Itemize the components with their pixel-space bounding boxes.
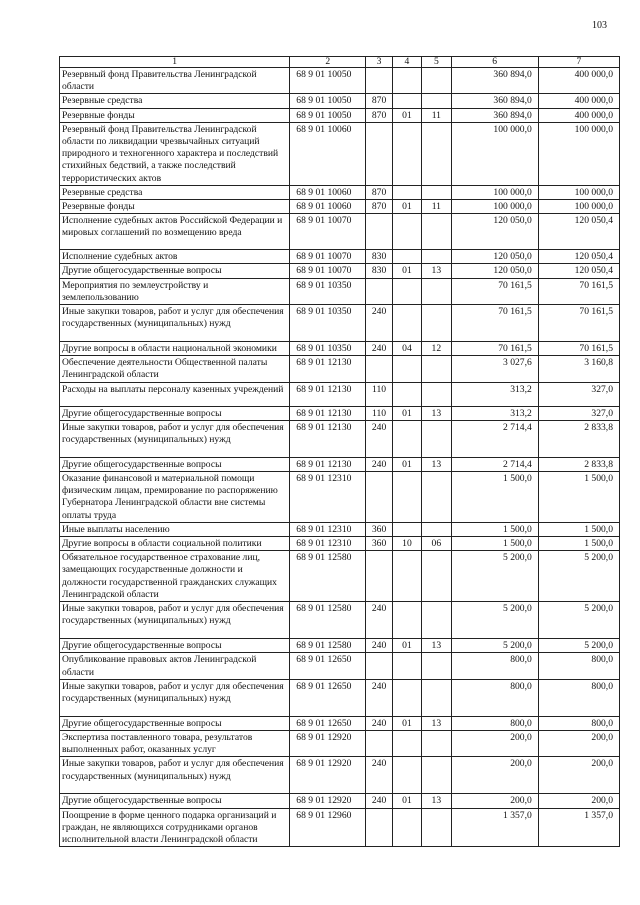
target-article-code: 68 9 01 12130: [290, 382, 366, 406]
amount-year-2: 3 160,8: [538, 356, 619, 382]
expense-type: 240: [366, 757, 392, 794]
target-article-code: 68 9 01 10050: [290, 94, 366, 108]
amount-year-2: 400 000,0: [538, 68, 619, 94]
expense-type: 870: [366, 94, 392, 108]
target-article-code: 68 9 01 12310: [290, 472, 366, 523]
table-body: [60, 68, 620, 847]
section: [392, 730, 421, 756]
row-name: Оказание финансовой и материальной помощи физическим лицам, премирование по распоряжению Губернатора Ленинградской области вне системы оплаты труда: [60, 472, 290, 523]
table-row: [60, 264, 620, 278]
amount-year-1: 120 050,0: [451, 264, 538, 278]
target-article-code: 68 9 01 10070: [290, 264, 366, 278]
table-row: [60, 122, 620, 185]
table-row: [60, 679, 620, 716]
subsection: 12: [422, 342, 451, 356]
section: [392, 757, 421, 794]
row-name: Иные закупки товаров, работ и услуг для обеспечения государственных (муниципальных) нужд: [60, 305, 290, 342]
section: 04: [392, 342, 421, 356]
amount-year-2: 5 200,0: [538, 551, 619, 602]
section: [392, 356, 421, 382]
amount-year-1: 800,0: [451, 716, 538, 730]
expense-type: 240: [366, 305, 392, 342]
section: [392, 122, 421, 185]
amount-year-1: 313,2: [451, 406, 538, 420]
row-name: Обязательное государственное страхование лиц, замещающих государственные должности и должности государственной гражданских служащих Ленинградской области: [60, 551, 290, 602]
amount-year-2: 70 161,5: [538, 305, 619, 342]
table-row: [60, 406, 620, 420]
target-article-code: 68 9 01 12920: [290, 757, 366, 794]
subsection: [422, 185, 451, 199]
subsection: [422, 808, 451, 847]
header-cell: 2: [290, 57, 366, 68]
row-name: Другие общегосударственные вопросы: [60, 457, 290, 471]
section: [392, 522, 421, 536]
subsection: [422, 356, 451, 382]
table-row: [60, 342, 620, 356]
subsection: [422, 214, 451, 250]
section: [392, 185, 421, 199]
row-name: Другие общегосударственные вопросы: [60, 406, 290, 420]
header-cell: 7: [538, 57, 619, 68]
table-row: [60, 305, 620, 342]
amount-year-1: 5 200,0: [451, 602, 538, 639]
target-article-code: 68 9 01 12650: [290, 653, 366, 679]
budget-table: [59, 56, 620, 847]
amount-year-2: 2 833,8: [538, 420, 619, 457]
amount-year-1: 1 500,0: [451, 472, 538, 523]
table-row: [60, 214, 620, 250]
subsection: 13: [422, 457, 451, 471]
row-name: Другие вопросы в области национальной экономики: [60, 342, 290, 356]
amount-year-1: 70 161,5: [451, 305, 538, 342]
section: [392, 382, 421, 406]
section: 01: [392, 457, 421, 471]
amount-year-2: 5 200,0: [538, 602, 619, 639]
target-article-code: 68 9 01 10070: [290, 214, 366, 250]
row-name: Мероприятия по землеустройству и землепользованию: [60, 278, 290, 304]
amount-year-1: 100 000,0: [451, 200, 538, 214]
amount-year-2: 800,0: [538, 679, 619, 716]
subsection: [422, 602, 451, 639]
subsection: [422, 757, 451, 794]
table-row: [60, 730, 620, 756]
amount-year-1: 70 161,5: [451, 278, 538, 304]
subsection: [422, 94, 451, 108]
row-name: Иные выплаты населению: [60, 522, 290, 536]
subsection: 13: [422, 639, 451, 653]
amount-year-1: 800,0: [451, 653, 538, 679]
table-row: [60, 537, 620, 551]
target-article-code: 68 9 01 12650: [290, 679, 366, 716]
amount-year-2: 70 161,5: [538, 278, 619, 304]
subsection: [422, 653, 451, 679]
subsection: [422, 278, 451, 304]
section: 01: [392, 716, 421, 730]
expense-type: 870: [366, 108, 392, 122]
section: [392, 653, 421, 679]
target-article-code: 68 9 01 10050: [290, 68, 366, 94]
amount-year-2: 70 161,5: [538, 342, 619, 356]
section: 01: [392, 639, 421, 653]
table-row: [60, 94, 620, 108]
target-article-code: 68 9 01 12130: [290, 356, 366, 382]
target-article-code: 68 9 01 10060: [290, 185, 366, 199]
expense-type: 360: [366, 522, 392, 536]
subsection: [422, 472, 451, 523]
amount-year-2: 200,0: [538, 730, 619, 756]
section: [392, 250, 421, 264]
table-row: [60, 250, 620, 264]
table-row: [60, 716, 620, 730]
amount-year-2: 400 000,0: [538, 94, 619, 108]
row-name: Расходы на выплаты персоналу казенных учреждений: [60, 382, 290, 406]
row-name: Другие общегосударственные вопросы: [60, 264, 290, 278]
section: [392, 68, 421, 94]
amount-year-2: 800,0: [538, 716, 619, 730]
amount-year-2: 100 000,0: [538, 185, 619, 199]
row-name: Другие общегосударственные вопросы: [60, 794, 290, 808]
amount-year-1: 360 894,0: [451, 68, 538, 94]
table-row: [60, 185, 620, 199]
target-article-code: 68 9 01 10050: [290, 108, 366, 122]
subsection: 11: [422, 200, 451, 214]
expense-type: 830: [366, 250, 392, 264]
expense-type: 110: [366, 406, 392, 420]
table-row: [60, 382, 620, 406]
row-name: Резервные фонды: [60, 200, 290, 214]
amount-year-2: 800,0: [538, 653, 619, 679]
row-name: Резервный фонд Правительства Ленинградской области: [60, 68, 290, 94]
amount-year-1: 70 161,5: [451, 342, 538, 356]
section: [392, 305, 421, 342]
subsection: [422, 382, 451, 406]
amount-year-2: 1 500,0: [538, 522, 619, 536]
table-row: [60, 808, 620, 847]
section: [392, 278, 421, 304]
amount-year-2: 120 050,4: [538, 250, 619, 264]
header-cell: 4: [392, 57, 421, 68]
page-number: 103: [592, 20, 607, 31]
row-name: Другие вопросы в области социальной политики: [60, 537, 290, 551]
row-name: Экспертиза поставленного товара, результатов выполненных работ, оказанных услуг: [60, 730, 290, 756]
table-row: [60, 356, 620, 382]
row-name: Иные закупки товаров, работ и услуг для обеспечения государственных (муниципальных) нужд: [60, 679, 290, 716]
row-name: Исполнение судебных актов Российской Федерации и мировых соглашений по возмещению вреда: [60, 214, 290, 250]
expense-type: [366, 730, 392, 756]
expense-type: [366, 278, 392, 304]
amount-year-2: 100 000,0: [538, 200, 619, 214]
target-article-code: 68 9 01 12580: [290, 551, 366, 602]
subsection: 13: [422, 794, 451, 808]
target-article-code: 68 9 01 12960: [290, 808, 366, 847]
expense-type: [366, 68, 392, 94]
subsection: [422, 305, 451, 342]
row-name: Поощрение в форме ценного подарка организаций и граждан, не являющихся сотрудниками органов исполнительной власти Ленинградской области: [60, 808, 290, 847]
target-article-code: 68 9 01 12920: [290, 730, 366, 756]
amount-year-1: 313,2: [451, 382, 538, 406]
section: 01: [392, 406, 421, 420]
target-article-code: 68 9 01 12580: [290, 602, 366, 639]
row-name: Резервные фонды: [60, 108, 290, 122]
expense-type: [366, 653, 392, 679]
section: 01: [392, 108, 421, 122]
section: 01: [392, 794, 421, 808]
expense-type: [366, 472, 392, 523]
table-row: [60, 602, 620, 639]
subsection: [422, 420, 451, 457]
target-article-code: 68 9 01 12310: [290, 522, 366, 536]
section: [392, 551, 421, 602]
expense-type: 240: [366, 716, 392, 730]
amount-year-1: 120 050,0: [451, 214, 538, 250]
table-row: [60, 757, 620, 794]
expense-type: 240: [366, 794, 392, 808]
row-name: Другие общегосударственные вопросы: [60, 639, 290, 653]
subsection: [422, 250, 451, 264]
subsection: 06: [422, 537, 451, 551]
subsection: 13: [422, 264, 451, 278]
expense-type: 240: [366, 679, 392, 716]
amount-year-1: 2 714,4: [451, 457, 538, 471]
target-article-code: 68 9 01 10350: [290, 342, 366, 356]
expense-type: [366, 122, 392, 185]
amount-year-1: 200,0: [451, 757, 538, 794]
amount-year-1: 5 200,0: [451, 639, 538, 653]
amount-year-1: 800,0: [451, 679, 538, 716]
table-row: [60, 551, 620, 602]
row-name: Обеспечение деятельности Общественной палаты Ленинградской области: [60, 356, 290, 382]
table-row: [60, 639, 620, 653]
header-cell: 6: [451, 57, 538, 68]
section: [392, 214, 421, 250]
target-article-code: 68 9 01 12310: [290, 537, 366, 551]
amount-year-2: 327,0: [538, 382, 619, 406]
row-name: Другие общегосударственные вопросы: [60, 716, 290, 730]
row-name: Резервные средства: [60, 94, 290, 108]
header-cell: 5: [422, 57, 451, 68]
amount-year-2: 200,0: [538, 794, 619, 808]
expense-type: 240: [366, 602, 392, 639]
row-name: Иные закупки товаров, работ и услуг для обеспечения государственных (муниципальных) нужд: [60, 420, 290, 457]
section: 01: [392, 264, 421, 278]
expense-type: 360: [366, 537, 392, 551]
amount-year-2: 327,0: [538, 406, 619, 420]
row-name: Исполнение судебных актов: [60, 250, 290, 264]
expense-type: [366, 808, 392, 847]
amount-year-1: 200,0: [451, 794, 538, 808]
header-cell: 1: [60, 57, 290, 68]
subsection: 13: [422, 406, 451, 420]
amount-year-2: 1 500,0: [538, 472, 619, 523]
target-article-code: 68 9 01 10060: [290, 122, 366, 185]
amount-year-1: 360 894,0: [451, 108, 538, 122]
target-article-code: 68 9 01 12920: [290, 794, 366, 808]
amount-year-2: 120 050,4: [538, 264, 619, 278]
expense-type: [366, 214, 392, 250]
amount-year-2: 400 000,0: [538, 108, 619, 122]
target-article-code: 68 9 01 10350: [290, 305, 366, 342]
amount-year-2: 5 200,0: [538, 639, 619, 653]
target-article-code: 68 9 01 12650: [290, 716, 366, 730]
section: [392, 94, 421, 108]
target-article-code: 68 9 01 10070: [290, 250, 366, 264]
header-row: [60, 57, 620, 68]
amount-year-1: 200,0: [451, 730, 538, 756]
subsection: [422, 551, 451, 602]
section: [392, 808, 421, 847]
header-cell: 3: [366, 57, 392, 68]
expense-type: [366, 551, 392, 602]
amount-year-1: 5 200,0: [451, 551, 538, 602]
amount-year-1: 2 714,4: [451, 420, 538, 457]
row-name: Резервный фонд Правительства Ленинградской области по ликвидации чрезвычайных ситуаций природного и техногенного характера и последствий стихийных бедствий, а также последствий террористических актов: [60, 122, 290, 185]
table-row: [60, 108, 620, 122]
table-row: [60, 68, 620, 94]
amount-year-1: 3 027,6: [451, 356, 538, 382]
expense-type: 240: [366, 457, 392, 471]
subsection: [422, 522, 451, 536]
expense-type: 870: [366, 200, 392, 214]
amount-year-1: 1 500,0: [451, 537, 538, 551]
expense-type: 870: [366, 185, 392, 199]
amount-year-2: 1 357,0: [538, 808, 619, 847]
row-name: Резервные средства: [60, 185, 290, 199]
amount-year-1: 360 894,0: [451, 94, 538, 108]
section: [392, 420, 421, 457]
subsection: [422, 679, 451, 716]
amount-year-1: 120 050,0: [451, 250, 538, 264]
subsection: [422, 68, 451, 94]
table-row: [60, 522, 620, 536]
amount-year-2: 1 500,0: [538, 537, 619, 551]
target-article-code: 68 9 01 12130: [290, 457, 366, 471]
table-row: [60, 278, 620, 304]
table-row: [60, 200, 620, 214]
section: [392, 472, 421, 523]
amount-year-2: 100 000,0: [538, 122, 619, 185]
amount-year-2: 2 833,8: [538, 457, 619, 471]
amount-year-1: 100 000,0: [451, 185, 538, 199]
table-row: [60, 472, 620, 523]
section: 01: [392, 200, 421, 214]
row-name: Опубликование правовых актов Ленинградской области: [60, 653, 290, 679]
table-row: [60, 457, 620, 471]
subsection: [422, 730, 451, 756]
amount-year-1: 1 500,0: [451, 522, 538, 536]
expense-type: 240: [366, 342, 392, 356]
subsection: 11: [422, 108, 451, 122]
table-row: [60, 420, 620, 457]
amount-year-1: 100 000,0: [451, 122, 538, 185]
section: [392, 602, 421, 639]
expense-type: 110: [366, 382, 392, 406]
amount-year-2: 200,0: [538, 757, 619, 794]
expense-type: 240: [366, 639, 392, 653]
row-name: Иные закупки товаров, работ и услуг для обеспечения государственных (муниципальных) нужд: [60, 602, 290, 639]
target-article-code: 68 9 01 10060: [290, 200, 366, 214]
row-name: Иные закупки товаров, работ и услуг для обеспечения государственных (муниципальных) нужд: [60, 757, 290, 794]
target-article-code: 68 9 01 12130: [290, 420, 366, 457]
target-article-code: 68 9 01 12130: [290, 406, 366, 420]
section: 10: [392, 537, 421, 551]
target-article-code: 68 9 01 10350: [290, 278, 366, 304]
target-article-code: 68 9 01 12580: [290, 639, 366, 653]
section: [392, 679, 421, 716]
table-row: [60, 653, 620, 679]
expense-type: 830: [366, 264, 392, 278]
subsection: 13: [422, 716, 451, 730]
table-row: [60, 794, 620, 808]
subsection: [422, 122, 451, 185]
amount-year-2: 120 050,4: [538, 214, 619, 250]
expense-type: 240: [366, 420, 392, 457]
amount-year-1: 1 357,0: [451, 808, 538, 847]
expense-type: [366, 356, 392, 382]
